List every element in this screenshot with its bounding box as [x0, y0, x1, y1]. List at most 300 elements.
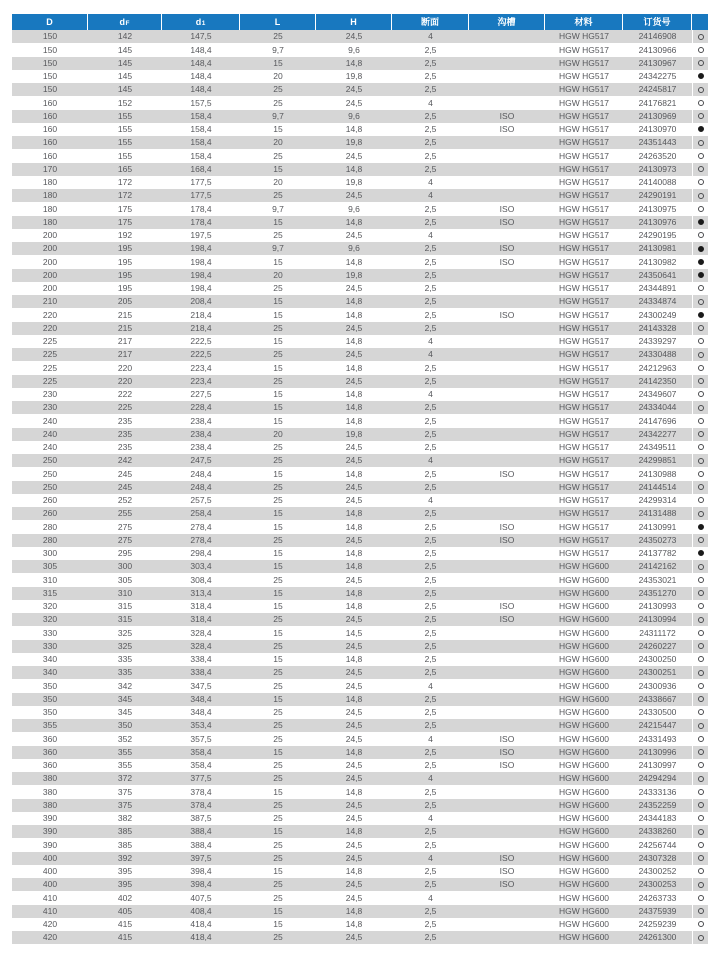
- table-cell: HGW HG517: [558, 534, 610, 545]
- table-cell: ISO: [499, 866, 515, 877]
- circle-outline-icon: [698, 166, 704, 172]
- table-cell: 2,5: [424, 296, 437, 307]
- table-cell: 24,5: [345, 442, 363, 453]
- table-cell: 222,5: [190, 349, 212, 360]
- table-cell: 24349511: [638, 442, 677, 453]
- availability-marker-cell: [692, 746, 708, 759]
- table-row: [12, 43, 708, 56]
- table-cell: 177,5: [190, 177, 212, 188]
- table-cell: HGW HG517: [558, 44, 610, 55]
- table-row: [12, 812, 708, 825]
- table-cell: ISO: [499, 216, 515, 227]
- table-row: [12, 891, 708, 904]
- availability-marker-cell: [692, 441, 708, 454]
- table-cell: 217: [117, 349, 133, 360]
- table-row: [12, 772, 708, 785]
- table-cell: 160: [42, 124, 58, 135]
- circle-outline-icon: [698, 325, 704, 331]
- table-cell: 222: [117, 389, 133, 400]
- column-header: [692, 14, 708, 30]
- table-cell: 24330500: [638, 707, 677, 718]
- table-cell: 24,5: [345, 667, 363, 678]
- table-cell: 177,5: [190, 190, 212, 201]
- table-row: [12, 666, 708, 679]
- table-cell: 238,4: [190, 442, 212, 453]
- table-cell: 238,4: [190, 415, 212, 426]
- table-cell: 250: [42, 455, 58, 466]
- table-cell: 205: [117, 296, 133, 307]
- table-cell: 14,8: [345, 57, 363, 68]
- table-cell: 178,4: [190, 216, 212, 227]
- table-cell: 24349607: [638, 389, 677, 400]
- circle-outline-icon: [698, 100, 704, 106]
- table-cell: 2,5: [424, 269, 437, 280]
- table-cell: 235: [117, 415, 133, 426]
- table-row: [12, 30, 708, 43]
- table-cell: 320: [42, 614, 58, 625]
- table-cell: 24290191: [638, 190, 677, 201]
- table-cell: 14,8: [345, 216, 363, 227]
- table-cell: [469, 547, 545, 560]
- table-cell: 24,5: [345, 375, 363, 386]
- table-cell: 217: [117, 336, 133, 347]
- table-cell: 330: [42, 627, 58, 638]
- table-cell: 24130967: [638, 57, 677, 68]
- availability-marker-cell: [692, 454, 708, 467]
- table-cell: [469, 905, 545, 918]
- table-cell: 338,4: [190, 667, 212, 678]
- table-cell: [469, 719, 545, 732]
- table-cell: HGW HG517: [558, 57, 610, 68]
- table-row: [12, 679, 708, 692]
- table-cell: 24300251: [638, 667, 677, 678]
- table-cell: 24245817: [638, 84, 677, 95]
- table-cell: [469, 322, 545, 335]
- availability-marker-cell: [692, 216, 708, 229]
- table-cell: 258,4: [190, 508, 212, 519]
- table-row: [12, 799, 708, 812]
- availability-marker-cell: [692, 679, 708, 692]
- table-cell: HGW HG600: [558, 826, 610, 837]
- circle-outline-icon: [698, 577, 704, 583]
- table-cell: 2,5: [424, 746, 437, 757]
- availability-marker-cell: [692, 401, 708, 414]
- table-cell: 24350641: [638, 269, 677, 280]
- table-cell: [469, 799, 545, 812]
- availability-marker-cell: [692, 653, 708, 666]
- table-cell: HGW HG600: [558, 733, 610, 744]
- circle-filled-icon: [698, 524, 704, 530]
- circle-outline-icon: [698, 643, 704, 649]
- table-cell: 24,5: [345, 839, 363, 850]
- table-cell: 390: [42, 826, 58, 837]
- table-cell: [469, 149, 545, 162]
- table-cell: 24130969: [638, 110, 677, 121]
- table-row: [12, 308, 708, 321]
- table-cell: 24300936: [638, 680, 677, 691]
- table-cell: 14,8: [345, 468, 363, 479]
- table-cell: 2,5: [424, 667, 437, 678]
- circle-outline-icon: [698, 921, 704, 927]
- table-cell: 24140088: [638, 177, 677, 188]
- table-cell: 2,5: [424, 137, 437, 148]
- table-cell: 24130981: [638, 243, 677, 254]
- table-cell: 24,5: [345, 760, 363, 771]
- table-cell: 14,8: [345, 336, 363, 347]
- circle-outline-icon: [698, 391, 704, 397]
- table-cell: 238,4: [190, 428, 212, 439]
- table-cell: 2,5: [424, 627, 437, 638]
- table-cell: 4: [428, 813, 433, 824]
- table-cell: 24,5: [345, 84, 363, 95]
- table-cell: 418,4: [190, 932, 212, 943]
- table-row: [12, 414, 708, 427]
- table-cell: 155: [117, 124, 133, 135]
- availability-marker-cell: [692, 481, 708, 494]
- table-cell: HGW HG517: [558, 389, 610, 400]
- table-cell: 24311172: [639, 627, 676, 638]
- table-cell: 402: [117, 892, 133, 903]
- table-row: [12, 905, 708, 918]
- table-cell: 20: [273, 137, 283, 148]
- table-cell: 310: [42, 574, 58, 585]
- table-cell: 15: [273, 919, 283, 930]
- table-cell: 25: [273, 375, 283, 386]
- circle-outline-icon: [698, 895, 704, 901]
- table-cell: 25: [273, 230, 283, 241]
- availability-marker-cell: [692, 838, 708, 851]
- table-cell: 14,8: [345, 826, 363, 837]
- table-cell: [469, 428, 545, 441]
- table-cell: [469, 388, 545, 401]
- circle-outline-icon: [698, 749, 704, 755]
- table-cell: 15: [273, 415, 283, 426]
- table-cell: 24,5: [345, 680, 363, 691]
- table-cell: HGW HG600: [558, 786, 610, 797]
- table-cell: 222,5: [190, 336, 212, 347]
- availability-marker-cell: [692, 905, 708, 918]
- table-cell: 25: [273, 150, 283, 161]
- table-header-row: [12, 14, 708, 30]
- table-cell: HGW HG600: [558, 627, 610, 638]
- table-cell: HGW HG517: [558, 508, 610, 519]
- table-cell: 2,5: [424, 707, 437, 718]
- table-cell: 410: [42, 892, 58, 903]
- table-cell: 157,5: [190, 97, 212, 108]
- availability-marker-cell: [692, 96, 708, 109]
- table-cell: 2,5: [424, 839, 437, 850]
- availability-marker-cell: [692, 242, 708, 255]
- table-cell: 2,5: [424, 587, 437, 598]
- table-cell: 24260227: [638, 640, 677, 651]
- table-cell: 150: [42, 31, 58, 42]
- table-cell: 24,5: [345, 640, 363, 651]
- circle-filled-icon: [698, 312, 704, 318]
- table-cell: 2,5: [424, 866, 437, 877]
- table-cell: 165: [117, 163, 133, 174]
- availability-marker-cell: [692, 931, 708, 944]
- table-cell: 225: [42, 336, 58, 347]
- table-cell: 355: [117, 746, 133, 757]
- table-cell: 14,8: [345, 786, 363, 797]
- circle-outline-icon: [698, 232, 704, 238]
- table-cell: 24,5: [345, 283, 363, 294]
- table-cell: HGW HG517: [558, 110, 610, 121]
- table-cell: 14,8: [345, 693, 363, 704]
- table-cell: HGW HG517: [558, 163, 610, 174]
- table-cell: 2,5: [424, 243, 437, 254]
- availability-marker-cell: [692, 547, 708, 560]
- table-cell: HGW HG600: [558, 693, 610, 704]
- table-cell: 358,4: [190, 746, 212, 757]
- circle-outline-icon: [698, 338, 704, 344]
- table-cell: 315: [117, 601, 133, 612]
- table-cell: HGW HG600: [558, 760, 610, 771]
- table-cell: 4: [428, 177, 433, 188]
- circle-outline-icon: [698, 617, 704, 623]
- table-cell: 275: [117, 534, 133, 545]
- table-cell: 160: [42, 110, 58, 121]
- table-cell: 15: [273, 746, 283, 757]
- table-cell: 150: [42, 71, 58, 82]
- circle-outline-icon: [698, 153, 704, 159]
- table-cell: 405: [117, 905, 133, 916]
- table-cell: HGW HG517: [558, 415, 610, 426]
- table-cell: [469, 918, 545, 931]
- table-row: [12, 375, 708, 388]
- table-cell: 200: [42, 230, 58, 241]
- table-cell: 385: [117, 839, 133, 850]
- table-cell: 24137782: [638, 548, 677, 559]
- table-cell: 160: [42, 150, 58, 161]
- table-cell: 25: [273, 852, 283, 863]
- table-cell: 24256744: [638, 839, 677, 850]
- table-cell: 2,5: [424, 508, 437, 519]
- table-cell: ISO: [499, 733, 515, 744]
- table-cell: [469, 494, 545, 507]
- table-row: [12, 163, 708, 176]
- availability-marker-cell: [692, 507, 708, 520]
- table-cell: 24299314: [638, 495, 677, 506]
- table-cell: 335: [117, 654, 133, 665]
- availability-marker-cell: [692, 428, 708, 441]
- table-cell: 25: [273, 667, 283, 678]
- table-row: [12, 454, 708, 467]
- table-cell: 305: [117, 574, 133, 585]
- column-header: 材料: [545, 14, 623, 30]
- availability-marker-cell: [692, 706, 708, 719]
- availability-marker-cell: [692, 123, 708, 136]
- column-header-subscript: 1: [201, 19, 206, 27]
- availability-marker-cell: [692, 282, 708, 295]
- table-cell: HGW HG600: [558, 892, 610, 903]
- table-cell: 24,5: [345, 190, 363, 201]
- table-cell: 2,5: [424, 640, 437, 651]
- table-cell: 15: [273, 402, 283, 413]
- table-row: [12, 335, 708, 348]
- availability-marker-cell: [692, 202, 708, 215]
- table-cell: 4: [428, 733, 433, 744]
- table-cell: 4: [428, 680, 433, 691]
- table-cell: 353,4: [190, 720, 212, 731]
- table-cell: [469, 163, 545, 176]
- table-cell: 260: [42, 508, 58, 519]
- table-row: [12, 534, 708, 547]
- table-cell: 195: [117, 256, 133, 267]
- table-cell: 175: [117, 203, 133, 214]
- table-cell: 230: [42, 402, 58, 413]
- table-cell: 25: [273, 349, 283, 360]
- table-cell: 15: [273, 905, 283, 916]
- table-cell: 2,5: [424, 693, 437, 704]
- table-cell: 24,5: [345, 773, 363, 784]
- table-cell: 250: [42, 481, 58, 492]
- table-cell: 24375939: [638, 905, 677, 916]
- table-row: [12, 348, 708, 361]
- table-cell: 9,7: [272, 243, 284, 254]
- table-cell: 2,5: [424, 614, 437, 625]
- table-cell: 19,8: [345, 428, 363, 439]
- table-cell: 25: [273, 680, 283, 691]
- availability-marker-cell: [692, 732, 708, 745]
- table-cell: 4: [428, 773, 433, 784]
- table-cell: 2,5: [424, 786, 437, 797]
- table-cell: HGW HG600: [558, 601, 610, 612]
- table-row: [12, 785, 708, 798]
- table-cell: 15: [273, 866, 283, 877]
- availability-marker-cell: [692, 812, 708, 825]
- table-cell: 15: [273, 826, 283, 837]
- table-cell: 407,5: [190, 892, 212, 903]
- table-cell: 278,4: [190, 534, 212, 545]
- table-cell: 24212963: [638, 362, 677, 373]
- table-cell: 208,4: [190, 296, 212, 307]
- table-cell: 170: [42, 163, 58, 174]
- table-cell: 342: [117, 680, 133, 691]
- table-cell: HGW HG517: [558, 150, 610, 161]
- circle-filled-icon: [698, 246, 704, 252]
- table-cell: 2,5: [424, 44, 437, 55]
- circle-outline-icon: [698, 140, 704, 146]
- table-cell: 227,5: [190, 389, 212, 400]
- availability-marker-cell: [692, 83, 708, 96]
- table-cell: 24334874: [638, 296, 677, 307]
- table-cell: 20: [273, 177, 283, 188]
- table-cell: HGW HG517: [558, 336, 610, 347]
- table-cell: HGW HG600: [558, 773, 610, 784]
- table-cell: [469, 57, 545, 70]
- table-cell: HGW HG517: [558, 349, 610, 360]
- table-cell: [469, 706, 545, 719]
- table-cell: 24,5: [345, 97, 363, 108]
- availability-marker-cell: [692, 891, 708, 904]
- table-cell: HGW HG517: [558, 203, 610, 214]
- table-cell: 14,8: [345, 402, 363, 413]
- table-cell: 218,4: [190, 322, 212, 333]
- table-cell: [469, 96, 545, 109]
- table-cell: 14,8: [345, 746, 363, 757]
- table-row: [12, 123, 708, 136]
- table-cell: HGW HG517: [558, 521, 610, 532]
- table-cell: [469, 560, 545, 573]
- table-cell: ISO: [499, 468, 515, 479]
- table-cell: HGW HG517: [558, 495, 610, 506]
- table-cell: 24,5: [345, 614, 363, 625]
- table-cell: HGW HG600: [558, 561, 610, 572]
- circle-outline-icon: [698, 564, 704, 570]
- table-cell: 348,4: [190, 707, 212, 718]
- table-cell: 14,8: [345, 919, 363, 930]
- circle-outline-icon: [698, 776, 704, 782]
- table-row: [12, 176, 708, 189]
- table-cell: 24,5: [345, 349, 363, 360]
- table-cell: 25: [273, 879, 283, 890]
- table-cell: 24,5: [345, 31, 363, 42]
- table-cell: [469, 229, 545, 242]
- table-row: [12, 282, 708, 295]
- table-cell: 24334044: [638, 402, 677, 413]
- table-cell: 24146908: [638, 31, 677, 42]
- table-cell: 160: [42, 97, 58, 108]
- availability-marker-cell: [692, 520, 708, 533]
- table-cell: 355: [117, 760, 133, 771]
- table-cell: 24350273: [638, 534, 677, 545]
- column-header: d 1: [162, 14, 240, 30]
- table-cell: 310: [117, 587, 133, 598]
- table-cell: 145: [117, 44, 133, 55]
- table-cell: ISO: [499, 243, 515, 254]
- table-cell: [469, 70, 545, 83]
- table-row: [12, 467, 708, 480]
- availability-marker-cell: [692, 799, 708, 812]
- table-cell: 15: [273, 786, 283, 797]
- table-cell: 24342275: [638, 71, 677, 82]
- table-cell: 24,5: [345, 720, 363, 731]
- table-cell: 223,4: [190, 375, 212, 386]
- table-cell: 24130970: [638, 124, 677, 135]
- table-cell: 155: [117, 110, 133, 121]
- table-cell: 2,5: [424, 879, 437, 890]
- table-cell: 2,5: [424, 826, 437, 837]
- table-cell: 360: [42, 746, 58, 757]
- table-cell: 308,4: [190, 574, 212, 585]
- table-row: [12, 931, 708, 944]
- table-row: [12, 57, 708, 70]
- availability-marker-cell: [692, 573, 708, 586]
- table-cell: HGW HG517: [558, 71, 610, 82]
- table-cell: 2,5: [424, 654, 437, 665]
- table-cell: 24331493: [638, 733, 677, 744]
- table-cell: 257,5: [190, 495, 212, 506]
- circle-outline-icon: [698, 405, 704, 411]
- table-cell: 240: [42, 428, 58, 439]
- table-cell: 398,4: [190, 866, 212, 877]
- table-cell: 400: [42, 866, 58, 877]
- table-cell: 318,4: [190, 601, 212, 612]
- table-cell: 24130988: [638, 468, 677, 479]
- table-row: [12, 838, 708, 851]
- table-cell: 348,4: [190, 693, 212, 704]
- table-row: [12, 507, 708, 520]
- circle-filled-icon: [698, 550, 704, 556]
- circle-outline-icon: [698, 670, 704, 676]
- table-cell: ISO: [499, 256, 515, 267]
- table-cell: 345: [117, 707, 133, 718]
- table-cell: HGW HG600: [558, 746, 610, 757]
- table-cell: ISO: [499, 521, 515, 532]
- table-row: [12, 573, 708, 586]
- table-row: [12, 428, 708, 441]
